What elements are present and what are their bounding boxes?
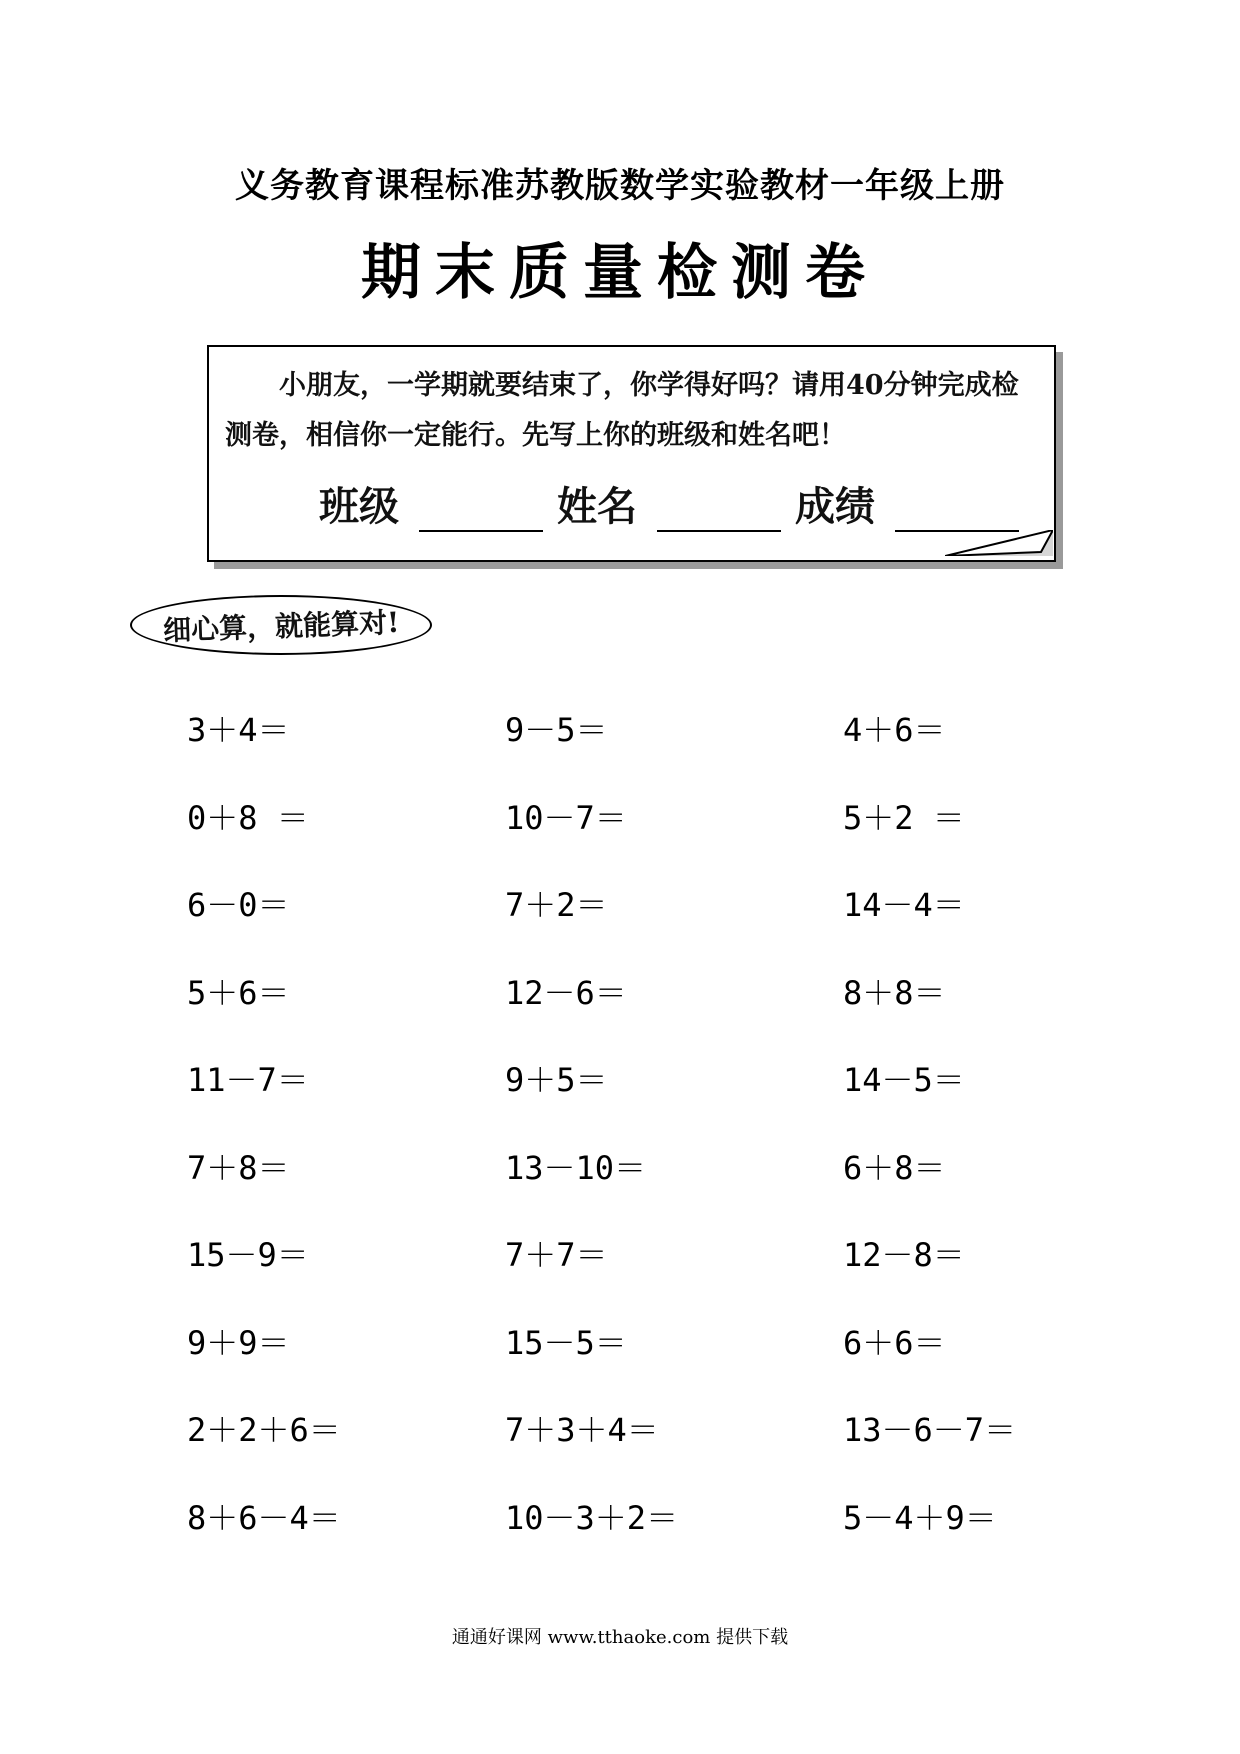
equation-item: 5＋6＝ [187,973,290,1012]
equation-item: 6－0＝ [187,886,290,924]
equation-item: 10－7＝ [505,798,627,837]
equation-item: 7＋8＝ [187,1148,290,1187]
equation-item: 8＋8＝ [843,973,946,1012]
equation-item: 13－10＝ [505,1148,647,1187]
equation-item: 0＋8 ＝ [187,798,309,837]
equation-item: 6＋6＝ [843,1323,946,1362]
notice-text: 小朋友，一学期就要结束了，你学得好吗？请用40分钟完成检测卷，相信你一定能行。先写上你的班级和姓名吧！ [225,370,1019,451]
equation-item: 11－7＝ [187,1061,309,1099]
score-label: 成绩 [795,483,875,530]
equation-item: 9－5＝ [505,711,608,749]
section-tag-label: 细心算，就能算对! [162,605,400,648]
equation-item: 15－9＝ [187,1236,309,1274]
notice-box [207,345,1056,562]
equation-item: 3＋4＝ [187,711,290,749]
student-info-row [319,475,1033,532]
equation-item: 5＋2 ＝ [843,798,965,837]
equation-item: 10－3＋2＝ [505,1498,679,1537]
equation-item: 7＋3＋4＝ [505,1411,659,1449]
name-field[interactable] [657,486,781,532]
equation-item: 7＋7＝ [505,1236,608,1274]
page-title: 期末质量检测卷 [361,238,879,308]
name-label: 姓名 [557,483,637,530]
equation-item: 12－6＝ [505,973,627,1012]
page-curl-edge [945,530,1053,556]
equation-item: 6＋8＝ [843,1148,946,1187]
class-label: 班级 [319,483,399,530]
equation-item: 7＋2＝ [505,886,608,924]
score-field[interactable] [895,486,1019,532]
class-field[interactable] [419,486,543,532]
equation-item: 4＋6＝ [843,711,946,749]
equation-item: 14－5＝ [843,1061,965,1099]
footer-credit: 通通好课网 www.tthaoke.com 提供下载 [451,1627,789,1648]
equation-item: 8＋6－4＝ [187,1498,341,1537]
section-tag [130,595,432,655]
equation-item: 12－8＝ [843,1236,965,1274]
equation-item: 5－4＋9＝ [843,1498,997,1537]
equation-item: 14－4＝ [843,886,965,924]
equation-item: 9＋5＝ [505,1061,608,1099]
equation-item: 15－5＝ [505,1323,627,1362]
equation-item: 2＋2＋6＝ [187,1411,341,1449]
page-subtitle: 义务教育课程标准苏教版数学实验教材一年级上册 [235,166,1005,206]
equation-item: 9＋9＝ [187,1323,290,1362]
equation-item: 13－6－7＝ [843,1411,1017,1449]
